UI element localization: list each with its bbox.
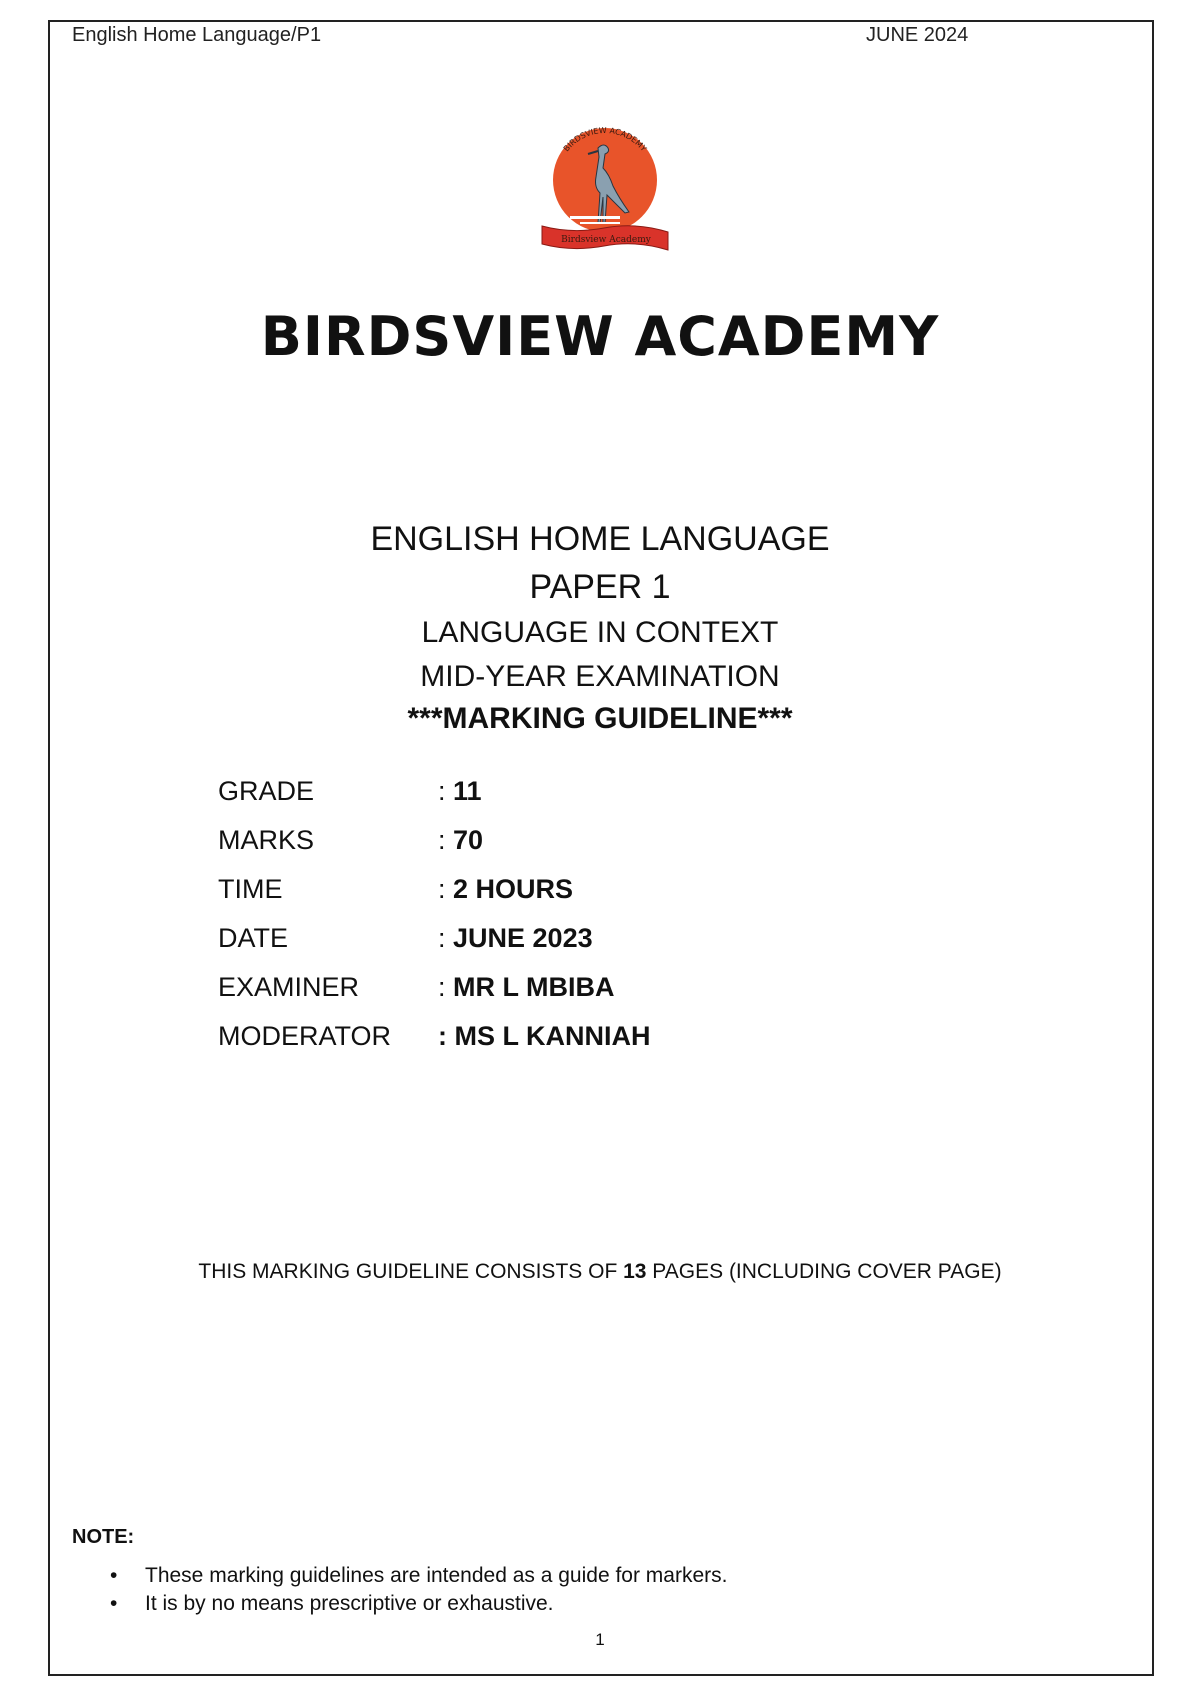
- info-label: EXAMINER: [218, 972, 360, 1002]
- info-value: JUNE 2023: [453, 923, 593, 953]
- info-value: MR L MBIBA: [453, 972, 615, 1002]
- logo-arc-text: BIRDSVIEW ACADEMY: [561, 125, 649, 154]
- exam-title: MID-YEAR EXAMINATION: [420, 660, 780, 693]
- bullet-icon: •: [110, 1564, 118, 1587]
- info-label: TIME: [218, 874, 283, 904]
- info-label: MARKS: [218, 825, 315, 855]
- info-value: 70: [453, 825, 484, 855]
- page-count-statement: THIS MARKING GUIDELINE CONSISTS OF 13 PAGES (INCLUDING COVER PAGE): [198, 1260, 1002, 1283]
- info-label: GRADE: [218, 776, 315, 806]
- list-item: • These marking guidelines are intended as a guide for markers.: [110, 1564, 728, 1587]
- info-value: 11: [453, 776, 482, 806]
- section-title: LANGUAGE IN CONTEXT: [421, 616, 779, 649]
- info-label: MODERATOR: [218, 1021, 392, 1051]
- info-value: MS L KANNIAH: [454, 1021, 651, 1051]
- note-list: [110, 1564, 727, 1620]
- logo-banner-text: Birdsview Academy: [561, 235, 651, 245]
- bullet-icon: •: [110, 1592, 118, 1615]
- info-value: 2 HOURS: [453, 874, 574, 904]
- header-right: JUNE 2024: [866, 24, 969, 46]
- note-title: NOTE:: [72, 1526, 135, 1548]
- list-item: • It is by no means prescriptive or exhaustive.: [110, 1592, 554, 1615]
- info-label: DATE: [218, 923, 289, 953]
- school-name: BIRDSVIEW ACADEMY: [260, 305, 940, 368]
- page-number: 1: [595, 1630, 605, 1649]
- header-left: English Home Language/P1: [72, 24, 322, 46]
- school-crest-crane-icon: [540, 118, 670, 258]
- subject-title: ENGLISH HOME LANGUAGE: [370, 520, 830, 558]
- page-border: [48, 20, 1154, 1676]
- doc-type-title: ***MARKING GUIDELINE***: [407, 702, 793, 735]
- page-count: 13: [623, 1260, 647, 1283]
- paper-title: PAPER 1: [529, 568, 671, 606]
